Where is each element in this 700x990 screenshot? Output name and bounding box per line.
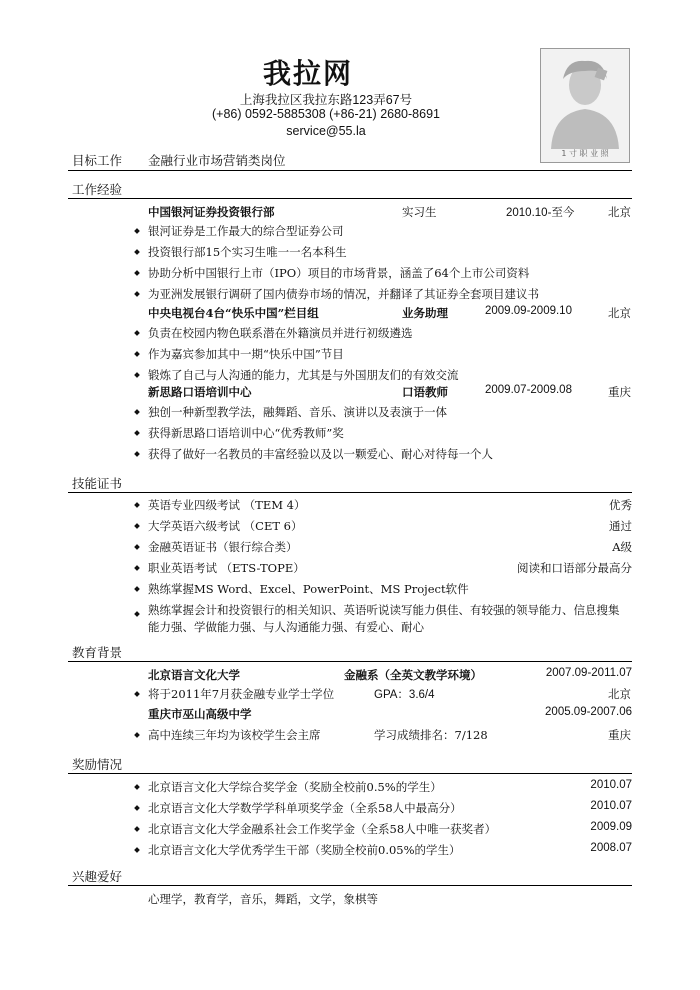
list-item: 投资银行部15个实习生唯一一名本科生 bbox=[148, 245, 347, 259]
job-city: 北京 bbox=[608, 205, 631, 219]
school-period: 2005.09-2007.06 bbox=[545, 706, 632, 718]
job-role: 实习生 bbox=[402, 205, 437, 219]
bullet-icon bbox=[134, 805, 140, 811]
list-item: 协助分析中国银行上市（IPO）项目的市场背景，涵盖了64个上市公司资料 bbox=[148, 266, 530, 280]
bullet-icon bbox=[134, 565, 140, 571]
list-item: 为亚洲发展银行调研了国内债券市场的情况，并翻译了其证券全套项目建议书 bbox=[148, 287, 539, 301]
job-role: 口语教师 bbox=[402, 385, 448, 399]
skill-result: 通过 bbox=[609, 519, 632, 533]
job-org: 中国银河证券投资银行部 bbox=[148, 205, 275, 219]
bullet-icon bbox=[134, 409, 140, 415]
skill-item: 熟练掌握MS Word、Excel、PowerPoint、MS Project软件 bbox=[148, 582, 469, 596]
bullet-icon bbox=[134, 523, 140, 529]
divider bbox=[68, 661, 632, 662]
bullet-icon bbox=[134, 372, 140, 378]
award-date: 2008.07 bbox=[590, 842, 632, 854]
education-item: 高中连续三年均为该校学生会主席 bbox=[148, 728, 321, 742]
bullet-icon bbox=[134, 732, 140, 738]
bullet-icon bbox=[134, 691, 140, 697]
job-city: 北京 bbox=[608, 306, 631, 320]
photo-caption: 1 寸 职 业 照 bbox=[561, 149, 609, 158]
bullet-icon bbox=[134, 451, 140, 457]
bullet-icon bbox=[134, 502, 140, 508]
list-item: 负责在校园内物色联系潜在外籍演员并进行初级遴选 bbox=[148, 326, 413, 340]
skill-item: 职业英语考试 （ETS-TOPE） bbox=[148, 561, 305, 575]
award-item: 北京语言文化大学综合奖学金（奖励全校前0.5%的学生） bbox=[148, 780, 442, 794]
objective-value: 金融行业市场营销类岗位 bbox=[148, 153, 286, 168]
list-item: 获得了做好一名教员的丰富经验以及以一颗爱心、耐心对待每一个人 bbox=[148, 447, 493, 461]
bullet-icon bbox=[134, 847, 140, 853]
list-item: 锻炼了自己与人沟通的能力，尤其是与外国朋友们的有效交流 bbox=[148, 368, 459, 382]
bullet-icon bbox=[134, 291, 140, 297]
skill-item: 金融英语证书（银行综合类） bbox=[148, 540, 298, 554]
bullet-icon bbox=[134, 330, 140, 336]
skill-item: 熟练掌握会计和投资银行的相关知识、英语听说读写能力俱佳、有较强的领导能力、信息搜集 bbox=[148, 603, 620, 617]
address: 上海我拉区我拉东路123弄67号 bbox=[239, 93, 413, 107]
school-name: 北京语言文化大学 bbox=[148, 668, 240, 682]
education-score: GPA：3.6/4 bbox=[374, 689, 435, 701]
school-name: 重庆市巫山高级中学 bbox=[148, 707, 252, 721]
education-score: 学习成绩排名：7/128 bbox=[374, 728, 488, 742]
skill-result: 优秀 bbox=[609, 498, 632, 512]
award-item: 北京语言文化大学金融系社会工作奖学金（全系58人中唯一获奖者） bbox=[148, 822, 497, 836]
divider bbox=[68, 198, 632, 199]
job-role: 业务助理 bbox=[402, 306, 448, 320]
award-item: 北京语言文化大学优秀学生干部（奖励全校前0.05%的学生） bbox=[148, 843, 461, 857]
list-item: 银河证券是工作最大的综合型证券公司 bbox=[148, 224, 344, 238]
list-item: 获得新思路口语培训中心“优秀教师”奖 bbox=[148, 426, 344, 440]
divider bbox=[68, 885, 632, 886]
photo-placeholder bbox=[540, 48, 630, 163]
section-title-work: 工作经验 bbox=[72, 182, 123, 197]
person-silhouette-icon bbox=[541, 49, 629, 149]
email: service@55.la bbox=[286, 124, 366, 138]
bullet-icon bbox=[134, 351, 140, 357]
resume-name: 我拉网 bbox=[263, 57, 354, 90]
divider bbox=[68, 773, 632, 774]
objective-label: 目标工作 bbox=[72, 153, 123, 168]
skill-result: A级 bbox=[612, 540, 632, 554]
bullet-icon bbox=[134, 270, 140, 276]
job-period: 2009.07-2009.08 bbox=[485, 384, 572, 396]
award-date: 2010.07 bbox=[590, 779, 632, 791]
list-item: 独创一种新型教学法，融舞蹈、音乐、演讲以及表演于一体 bbox=[148, 405, 447, 419]
bullet-icon bbox=[134, 784, 140, 790]
job-period: 2009.09-2009.10 bbox=[485, 305, 572, 317]
skill-result: 阅读和口语部分最高分 bbox=[517, 561, 632, 575]
divider bbox=[68, 170, 632, 171]
award-date: 2009.09 bbox=[590, 821, 632, 833]
divider bbox=[68, 492, 632, 493]
bullet-icon bbox=[134, 228, 140, 234]
award-date: 2010.07 bbox=[590, 800, 632, 812]
bullet-icon bbox=[134, 611, 140, 617]
job-org: 新思路口语培训中心 bbox=[148, 385, 252, 399]
section-title-education: 教育背景 bbox=[72, 645, 123, 660]
phone-numbers: (+86) 0592-5885308 (+86-21) 2680-8691 bbox=[212, 107, 440, 121]
bullet-icon bbox=[134, 544, 140, 550]
job-period: 2010.10-至今 bbox=[506, 207, 575, 219]
bullet-icon bbox=[134, 586, 140, 592]
school-period: 2007.09-2011.07 bbox=[545, 667, 632, 679]
list-item: 作为嘉宾参加其中一期“快乐中国”节目 bbox=[148, 347, 344, 361]
school-dept: 金融系（全英文教学环境） bbox=[344, 668, 482, 682]
section-title-skills: 技能证书 bbox=[72, 476, 123, 491]
education-city: 北京 bbox=[608, 687, 631, 701]
education-item: 将于2011年7月获金融专业学士学位 bbox=[148, 687, 335, 701]
skill-item: 英语专业四级考试 （TEM 4） bbox=[148, 498, 306, 512]
section-title-interests: 兴趣爱好 bbox=[72, 869, 123, 884]
bullet-icon bbox=[134, 826, 140, 832]
bullet-icon bbox=[134, 249, 140, 255]
award-item: 北京语言文化大学数学学科单项奖学金（全系58人中最高分） bbox=[148, 801, 462, 815]
skill-item-line2: 能力强、学做能力强、与人沟通能力强、有爱心、耐心 bbox=[148, 620, 424, 634]
job-city: 重庆 bbox=[608, 385, 631, 399]
skill-item: 大学英语六级考试 （CET 6） bbox=[148, 519, 303, 533]
job-org: 中央电视台4台“快乐中国”栏目组 bbox=[148, 306, 319, 320]
bullet-icon bbox=[134, 430, 140, 436]
interests-text: 心理学，教育学，音乐，舞蹈，文学，象棋等 bbox=[148, 892, 378, 906]
section-title-awards: 奖励情况 bbox=[72, 757, 123, 772]
education-city: 重庆 bbox=[608, 728, 631, 742]
